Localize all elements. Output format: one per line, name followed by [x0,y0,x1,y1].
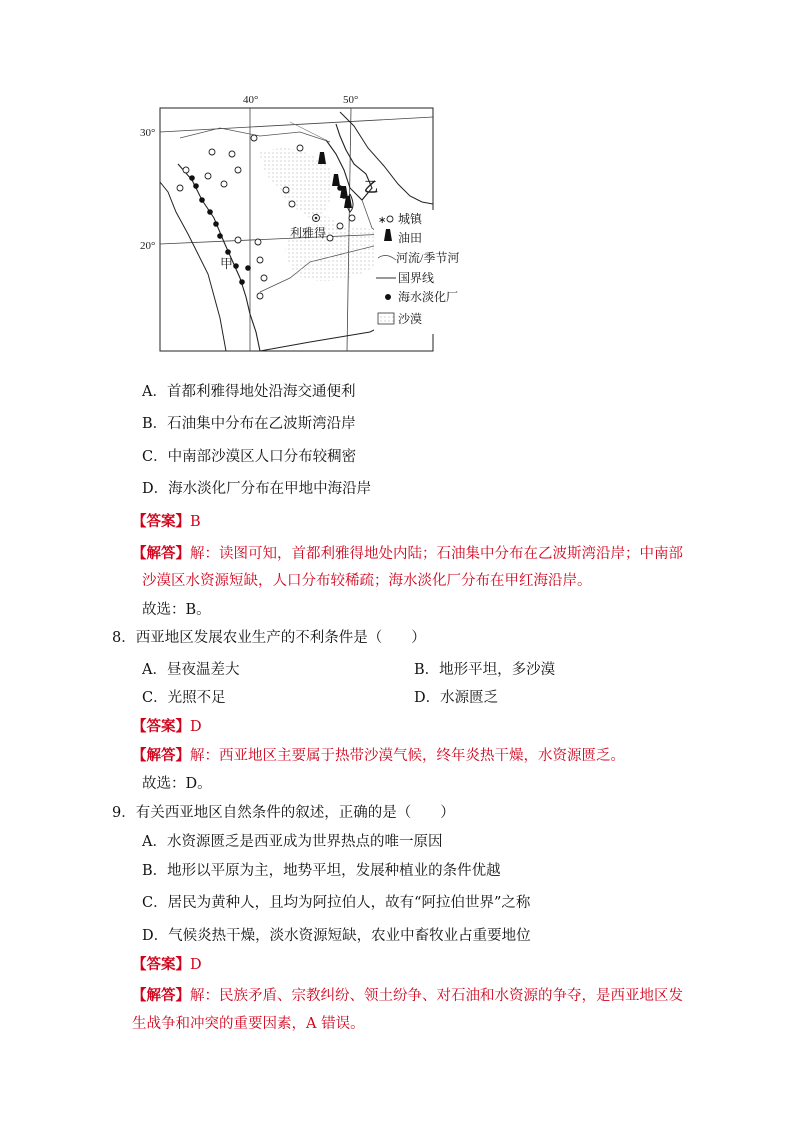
desal-plant-marker [233,263,239,269]
q8-option-a: A．昼夜温差大 [142,662,240,678]
q8-option-b: B．地形平坦，多沙漠 [414,662,556,678]
q7-analysis [132,544,683,564]
lat-20-label: 20° [140,240,156,252]
map-legend [374,210,459,334]
q8-option-d: D．水源匮乏 [414,690,499,706]
q9-option-b: B．地形以平原为主，地势平坦，发展种植业的条件优越 [142,863,501,879]
desal-plant-marker [245,265,251,271]
q9-analysis [132,986,683,1006]
q7-option-b: B．石油集中分布在乙波斯湾沿岸 [142,416,356,432]
town-marker [283,187,289,193]
town-marker [183,167,189,173]
town-marker [337,223,343,229]
q9-option-c: C．居民为黄种人，且均为阿拉伯人，故有“阿拉伯世界”之称 [142,895,531,911]
legend-river-label: 河流/季节河 [396,251,460,265]
legend-oilfield-label: 油田 [398,231,423,245]
answer-tag: 【答案】 [132,718,190,735]
legend-desert-label: 沙漠 [398,312,423,326]
jia-label: 甲 [220,256,234,271]
town-marker [349,215,355,221]
q7-option-c: C．中南部沙漠区人口分布较稠密 [142,449,357,465]
q9-stem: 9．有关西亚地区自然条件的叙述，正确的是（ ） [112,805,455,821]
town-marker [221,181,227,187]
legend-border-label: 国界线 [398,271,435,285]
q7-choose: 故选：B。 [142,602,211,618]
lon-50-label: 50° [343,94,359,106]
analysis-text: 解：民族矛盾、宗教纠纷、领土纷争、对石油和水资源的争夺，是西亚地区发 [190,988,683,1004]
desal-plant-marker [189,175,195,181]
capital-marker [313,215,320,222]
lat-30-label: 30° [140,127,156,139]
desal-plant-marker [217,233,223,239]
analysis-tag: 【解答】 [132,987,190,1004]
town-marker [177,185,183,191]
answer-value: D [190,957,202,973]
q8-option-c: C．光照不足 [142,690,226,706]
arabian-peninsula-map [140,92,460,354]
town-marker [297,145,303,151]
town-marker [229,151,235,157]
town-marker [255,239,261,245]
desal-plant-marker [207,209,213,215]
desal-plant-marker [225,249,231,255]
riyadh-label: 利雅得 [290,226,327,240]
q9-answer [132,955,202,975]
legend-desal-symbol [385,294,391,300]
q8-answer [132,717,202,737]
desal-plant-marker [239,279,245,285]
analysis-text: 解：西亚地区主要属于热带沙漠气候，终年炎热干燥，水资源匮乏。 [190,748,625,764]
q7-answer [132,512,201,532]
q8-stem: 8．西亚地区发展农业生产的不利条件是（ ） [112,630,426,646]
analysis-tag: 【解答】 [132,747,190,764]
q7-option-a: A．首都利雅得地处沿海交通便利 [142,384,356,400]
q7-option-d: D．海水淡化厂分布在甲地中海沿岸 [142,481,372,497]
town-marker [205,173,211,179]
answer-tag: 【答案】 [132,513,190,530]
answer-value: B [190,514,201,530]
town-marker [257,257,263,263]
analysis-tag: 【解答】 [132,545,190,562]
legend-town-label: 城镇 [398,212,423,226]
q7-analysis-cont: 沙漠区水资源短缺，人口分布较稀疏；海水淡化厂分布在甲红海沿岸。 [142,573,592,589]
yi-label: 乙 [364,181,378,196]
answer-tag: 【答案】 [132,956,190,973]
town-marker [235,237,241,243]
town-marker [209,149,215,155]
desal-plant-marker [193,183,199,189]
town-marker [261,275,267,281]
q8-choose: 故选：D。 [142,776,212,792]
legend-desal-label: 海水淡化厂 [398,290,459,304]
q9-option-a: A．水资源匮乏是西亚成为世界热点的唯一原因 [142,834,443,850]
town-marker [327,235,333,241]
desal-plant-marker [199,197,205,203]
town-marker [235,167,241,173]
svg-text:∗: ∗ [378,215,387,226]
analysis-text: 解：读图可知，首都利雅得地处内陆；石油集中分布在乙波斯湾沿岸；中南部 [190,546,683,562]
legend-desert-symbol [378,313,394,324]
lon-40-label: 40° [243,94,259,106]
town-marker [251,135,257,141]
town-marker [257,293,263,299]
desal-plant-marker [213,221,219,227]
q8-analysis [132,746,625,766]
q9-analysis-cont: 生战争和冲突的重要因素，A 错误。 [132,1016,365,1032]
q9-option-d: D．气候炎热干燥，淡水资源短缺，农业中畜牧业占重要地位 [142,928,531,944]
answer-value: D [190,719,202,735]
town-marker [289,201,295,207]
